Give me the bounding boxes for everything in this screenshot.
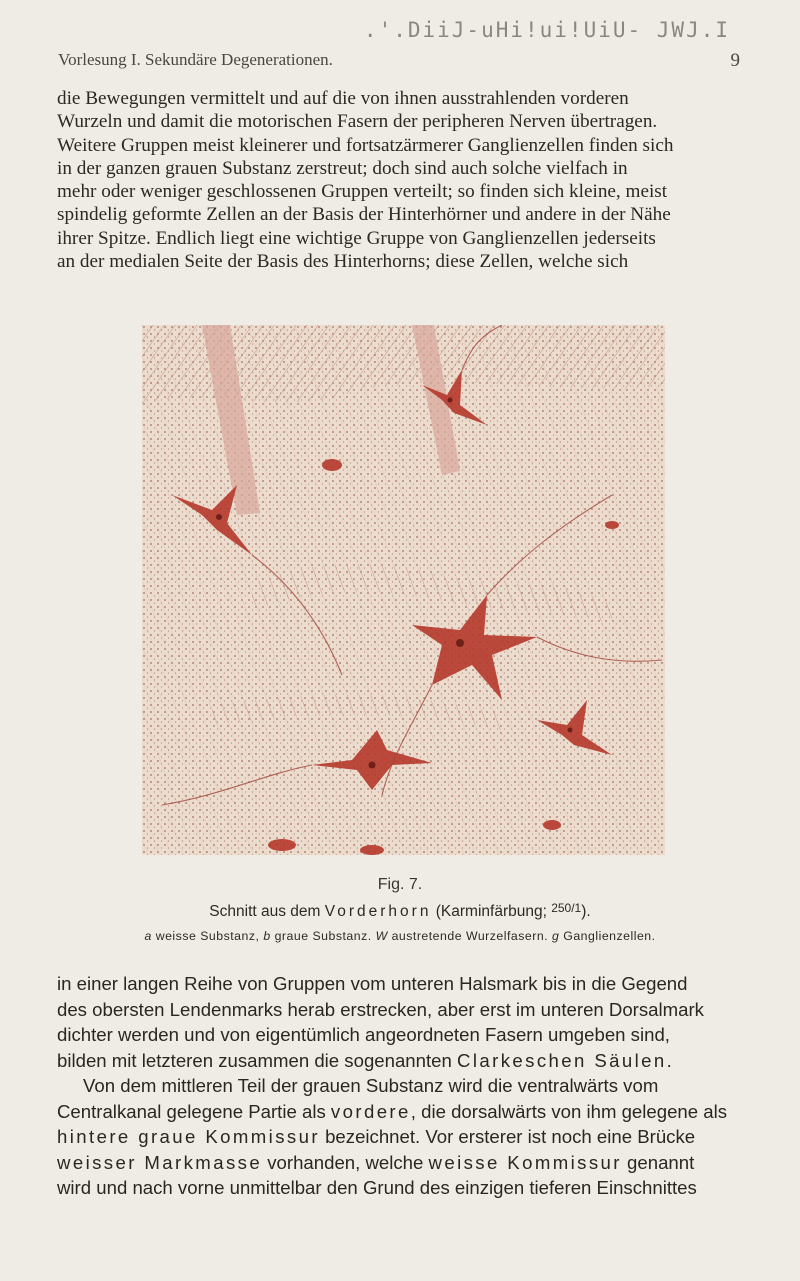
text-span: vorhanden, welche <box>262 1151 429 1173</box>
text-line: an der medialen Seite der Basis des Hinterhorns; diese Zellen, welche sich <box>57 251 629 273</box>
figure-caption <box>0 901 800 921</box>
caption-magnification: 250/1 <box>551 901 582 915</box>
legend-key: g <box>552 929 560 943</box>
text-line: in der ganzen grauen Substanz zerstreut; doch sind auch solche vielfach in <box>57 157 628 179</box>
paragraph-bottom <box>57 971 745 1201</box>
caption-end: ). <box>581 903 591 920</box>
text-line: des obersten Lendenmarks herab erstrecken, aber erst im unteren Dorsalmark <box>57 998 704 1020</box>
library-stamp: .'.DiiJ-uHi!ui!UiU- JWJ.I <box>363 18 730 42</box>
legend-key: b <box>263 929 271 943</box>
text-line <box>57 1124 745 1150</box>
text-line: ihrer Spitze. Endlich liegt eine wichtige Gruppe von Ganglienzellen jederseits <box>57 227 656 249</box>
spaced-term-markmasse: weisser Markmasse <box>57 1151 263 1173</box>
text-line <box>57 1099 745 1125</box>
legend-key: a <box>144 929 152 943</box>
text-line: Weitere Gruppen meist kleinerer und fortsatzärmerer Ganglienzellen finden sich <box>57 134 674 156</box>
figure-legend <box>0 929 800 943</box>
text-line: die Bewegungen vermittelt und auf die von ihnen ausstrahlenden vorderen <box>57 88 629 109</box>
caption-spaced-term: Vorderhorn <box>324 903 432 920</box>
figure-label: Fig. 7. <box>377 876 423 893</box>
text-span: Centralkanal gelegene Partie als <box>57 1100 331 1122</box>
spaced-term-vordere: vordere <box>330 1100 411 1122</box>
text-line: in einer langen Reihe von Gruppen vom unteren Halsmark bis in die Gegend <box>57 973 688 994</box>
spaced-term-kommissur: hintere graue Kommissur <box>57 1126 320 1147</box>
legend-key: W <box>375 929 388 943</box>
text-line: spindelig geformte Zellen an der Basis der Hinterhörner und andere in der Nähe <box>57 204 671 226</box>
histology-illustration <box>142 325 665 855</box>
spaced-term-weisse-kommissur: weisse Kommissur <box>428 1151 622 1173</box>
page-number: 9 <box>730 50 740 71</box>
text-line <box>57 1048 745 1074</box>
text-span: bilden mit letzteren zusammen die sogenannten <box>57 1049 458 1071</box>
text-line: Wurzeln und damit die motorischen Fasern der peripheren Nerven übertragen. <box>57 111 658 133</box>
text-span: , die dorsalwärts von ihm gelegene als <box>410 1100 728 1122</box>
caption-prefix: Schnitt aus dem <box>209 903 325 920</box>
caption-suffix: (Karminfärbung; <box>431 903 552 920</box>
legend-text: graue Substanz. <box>270 929 376 943</box>
paragraph-top <box>57 87 745 273</box>
spaced-term-clarke: Clarkeschen Säulen <box>457 1049 667 1071</box>
text-line: Von dem mittleren Teil der grauen Substanz wird die ventralwärts vom <box>83 1075 659 1096</box>
legend-text: weisse Substanz, <box>151 929 264 943</box>
text-span: bezeichnet. Vor ersterer ist noch eine Brücke <box>319 1126 696 1147</box>
spinal-cord-section-drawing <box>142 325 665 855</box>
text-line: dichter werden und von eigentümlich angeordneten Fasern umgeben sind, <box>57 1024 670 1045</box>
text-line: wird und nach vorne unmittelbar den Grund des einzigen tieferen Einschnittes <box>57 1177 697 1198</box>
running-header <box>58 18 740 74</box>
text-line <box>57 1150 745 1176</box>
text-line: mehr oder weniger geschlossenen Gruppen verteilt; so finden sich kleine, meist <box>57 181 668 203</box>
legend-text: austretende Wurzelfasern. <box>387 929 553 943</box>
text-span: . <box>666 1049 672 1071</box>
running-title: Vorlesung I. Sekundäre Degenerationen. <box>58 50 333 69</box>
legend-text: Ganglienzellen. <box>559 929 656 943</box>
text-span: genannt <box>621 1151 695 1173</box>
